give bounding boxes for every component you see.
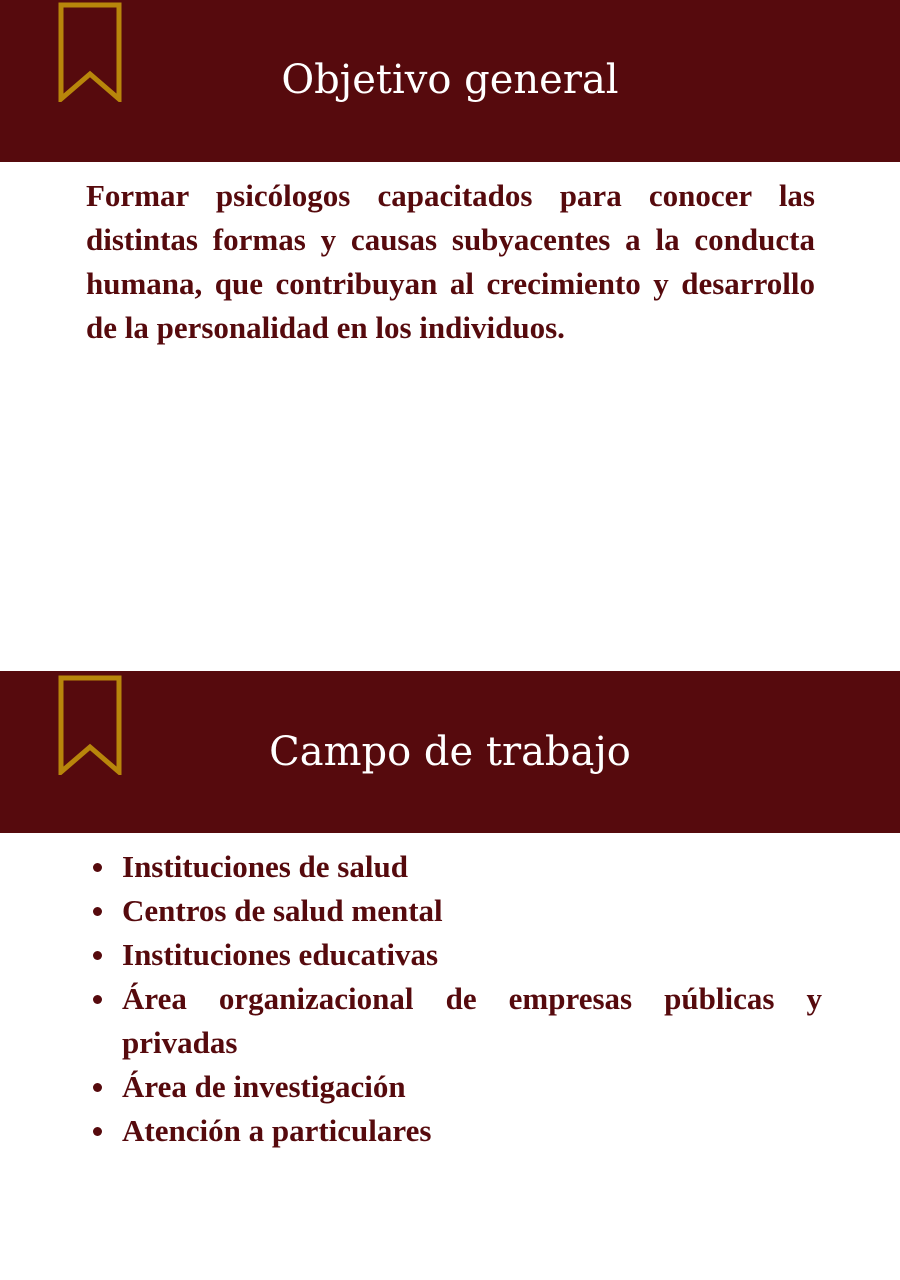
list-item: Área de investigación bbox=[122, 1065, 822, 1109]
list-item: Atención a particulares bbox=[122, 1109, 822, 1153]
list-item: Centros de salud mental bbox=[122, 889, 822, 933]
work-field-header bbox=[0, 671, 900, 833]
objective-header bbox=[0, 0, 900, 162]
objective-text: Formar psicólogos capacitados para conocer las distintas formas y causas subyacentes a la conducta humana, que contribuyan al crecimiento y desarrollo de la personalidad en los individuos. bbox=[86, 178, 815, 345]
objective-title: Objetivo general bbox=[281, 57, 619, 103]
list-item: Instituciones educativas bbox=[122, 933, 822, 977]
work-field-title: Campo de trabajo bbox=[269, 729, 631, 775]
list-item: Área organizacional de empresas públicas y privadas bbox=[122, 977, 822, 1065]
work-field-list bbox=[86, 845, 822, 1153]
list-item: Instituciones de salud bbox=[122, 845, 822, 889]
